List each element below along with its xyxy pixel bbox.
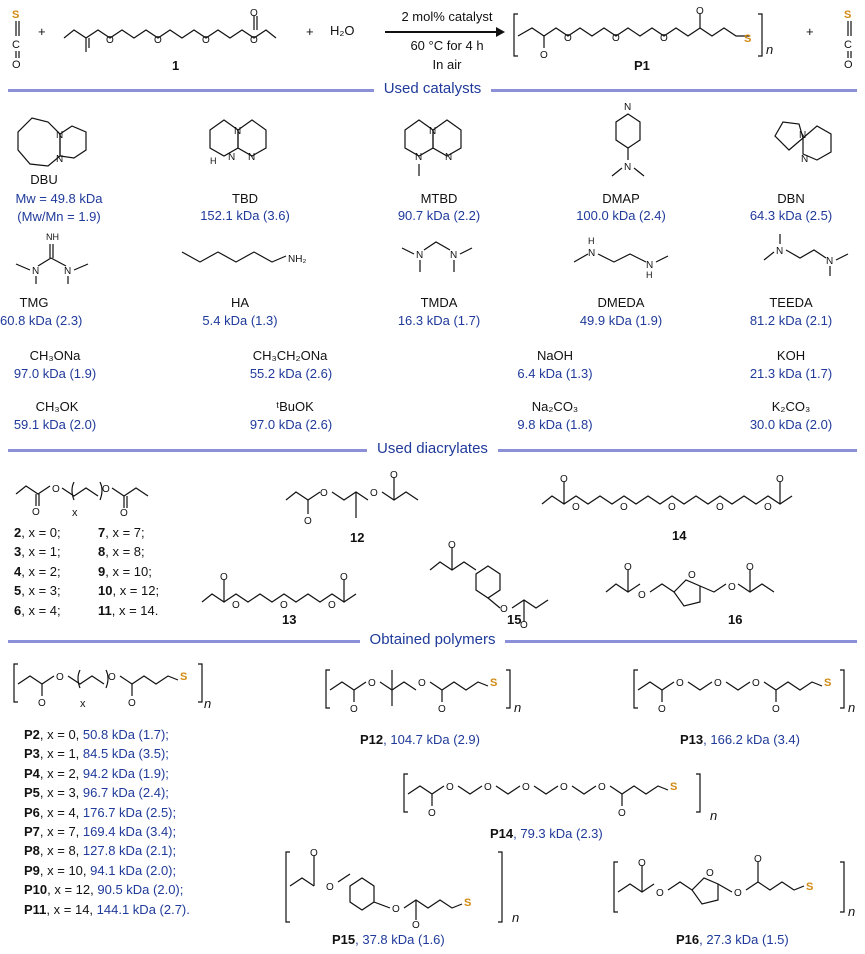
svg-text:N: N bbox=[450, 250, 458, 261]
dmeda-structure bbox=[570, 232, 690, 280]
svg-text:O: O bbox=[706, 868, 714, 879]
diacrylate-14-structure bbox=[540, 474, 810, 520]
catalyst-value: 97.0 kDa (1.9) bbox=[13, 366, 97, 381]
tmda-structure bbox=[396, 236, 486, 281]
condition-catalyst: 2 mol% catalyst bbox=[401, 9, 493, 24]
list-item: 5, x = 3; bbox=[14, 583, 61, 599]
svg-text:N: N bbox=[416, 250, 424, 261]
catalyst-name: MTBD bbox=[420, 191, 458, 206]
svg-text:O: O bbox=[390, 470, 398, 481]
x-subscript: x bbox=[80, 698, 86, 710]
catalyst-value: 16.3 kDa (1.7) bbox=[397, 313, 481, 328]
svg-text:O: O bbox=[572, 502, 580, 513]
list-item: 2, x = 0; bbox=[14, 525, 61, 540]
list-item: 6, x = 4; bbox=[14, 602, 61, 618]
svg-text:O: O bbox=[560, 782, 568, 793]
repeat-n: n bbox=[512, 910, 520, 925]
catalyst-value: 81.2 kDa (2.1) bbox=[749, 313, 833, 328]
catalyst-value: 9.8 kDa (1.8) bbox=[517, 417, 593, 432]
repeat-n: n bbox=[710, 808, 718, 823]
svg-text:O: O bbox=[32, 507, 40, 518]
svg-text:O: O bbox=[618, 808, 626, 819]
catalyst-value: 64.3 kDa (2.5) bbox=[749, 208, 833, 223]
svg-text:N: N bbox=[445, 152, 453, 163]
list-item: 9, x = 10; bbox=[98, 563, 152, 579]
svg-text:S: S bbox=[844, 9, 852, 21]
svg-text:O: O bbox=[310, 848, 318, 859]
svg-text:O: O bbox=[12, 59, 21, 71]
repeat-n: n bbox=[848, 904, 856, 919]
polymer-caption: P15, 37.8 kDa (1.6) bbox=[332, 932, 445, 947]
svg-text:O: O bbox=[522, 782, 530, 793]
svg-text:O: O bbox=[728, 582, 736, 593]
svg-text:S: S bbox=[744, 33, 752, 45]
list-item: P11, x = 14, 144.1 kDa (2.7). bbox=[24, 901, 190, 917]
section-title: Used catalysts bbox=[374, 80, 492, 97]
svg-text:O: O bbox=[598, 782, 606, 793]
svg-text:O: O bbox=[438, 704, 446, 715]
svg-text:O: O bbox=[668, 502, 676, 513]
repeat-n: n bbox=[766, 42, 774, 57]
list-item: P2, x = 0, 50.8 kDa (1.7); bbox=[24, 727, 169, 742]
svg-text:O: O bbox=[754, 854, 762, 865]
section-title: Used diacrylates bbox=[367, 440, 498, 457]
catalyst-value: 5.4 kDa (1.3) bbox=[202, 313, 278, 328]
diacrylate-12-structure bbox=[284, 470, 444, 528]
section-header-catalysts bbox=[8, 80, 857, 100]
svg-text:O: O bbox=[38, 698, 46, 709]
catalyst-name: CH₃CH₂ONa bbox=[252, 348, 328, 363]
svg-text:O: O bbox=[232, 600, 240, 611]
svg-text:O: O bbox=[752, 678, 760, 689]
svg-text:S: S bbox=[670, 781, 678, 793]
svg-text:N: N bbox=[646, 260, 654, 271]
svg-text:N: N bbox=[228, 152, 236, 163]
list-item: P5, x = 3, 96.7 kDa (2.4); bbox=[24, 785, 169, 801]
polymer-p15-structure bbox=[286, 846, 516, 931]
list-item: 11, x = 14. bbox=[98, 602, 159, 618]
svg-text:O: O bbox=[764, 502, 772, 513]
catalyst-name: HA bbox=[230, 295, 250, 310]
diacrylate-13-structure bbox=[200, 570, 380, 612]
list-item: P8, x = 8, 127.8 kDa (2.1); bbox=[24, 843, 177, 859]
svg-text:O: O bbox=[154, 35, 162, 46]
svg-text:N: N bbox=[234, 126, 242, 137]
diacrylate-list-right bbox=[98, 523, 159, 620]
svg-text:O: O bbox=[540, 50, 548, 61]
svg-text:O: O bbox=[250, 35, 258, 46]
catalyst-value: 97.0 kDa (2.6) bbox=[249, 417, 333, 432]
catalyst-value: 55.2 kDa (2.6) bbox=[249, 366, 333, 381]
svg-text:O: O bbox=[106, 35, 114, 46]
svg-text:O: O bbox=[102, 484, 110, 495]
svg-text:O: O bbox=[638, 858, 646, 869]
svg-text:O: O bbox=[660, 33, 668, 44]
compound-label: 16 bbox=[728, 612, 743, 627]
catalyst-name: ᵗBuOK bbox=[276, 399, 314, 414]
svg-text:O: O bbox=[328, 600, 336, 611]
polymer-p14-structure bbox=[404, 766, 714, 822]
diacrylate-16-structure bbox=[604, 562, 854, 618]
cos-structure-left bbox=[8, 6, 28, 71]
catalyst-value: (Mw/Mn = 1.9) bbox=[17, 209, 101, 224]
compound-label: 12 bbox=[350, 530, 365, 545]
catalyst-value: 100.0 kDa (2.4) bbox=[576, 208, 666, 223]
svg-text:O: O bbox=[392, 904, 400, 915]
reaction-arrow bbox=[385, 31, 503, 33]
svg-text:O: O bbox=[620, 502, 628, 513]
svg-text:O: O bbox=[412, 920, 420, 931]
svg-text:N: N bbox=[64, 266, 72, 277]
svg-text:O: O bbox=[676, 678, 684, 689]
svg-text:N: N bbox=[776, 246, 784, 257]
list-item: P6, x = 4, 176.7 kDa (2.5); bbox=[24, 804, 177, 820]
svg-text:O: O bbox=[280, 600, 288, 611]
catalyst-value: 21.3 kDa (1.7) bbox=[749, 366, 833, 381]
catalyst-name: TBD bbox=[232, 191, 258, 206]
svg-text:O: O bbox=[202, 35, 210, 46]
polymer-p12-structure bbox=[326, 662, 516, 718]
compound-label: 14 bbox=[672, 528, 687, 543]
catalyst-name: TEEDA bbox=[769, 295, 813, 310]
catalyst-name: KOH bbox=[776, 348, 806, 363]
svg-text:O: O bbox=[612, 33, 620, 44]
svg-text:O: O bbox=[560, 474, 568, 485]
svg-text:N: N bbox=[56, 154, 64, 165]
polymer-caption: P16, 27.3 kDa (1.5) bbox=[676, 932, 789, 947]
svg-text:O: O bbox=[714, 678, 722, 689]
plus-sign: + bbox=[38, 24, 46, 39]
svg-text:N: N bbox=[801, 154, 809, 165]
svg-text:O: O bbox=[624, 562, 632, 573]
svg-text:O: O bbox=[772, 704, 780, 715]
svg-text:O: O bbox=[428, 808, 436, 819]
dbu-structure bbox=[10, 108, 110, 173]
catalyst-name: TMDA bbox=[420, 295, 458, 310]
svg-text:O: O bbox=[340, 572, 348, 583]
list-item: 8, x = 8; bbox=[98, 544, 145, 560]
catalyst-value: 30.0 kDa (2.0) bbox=[749, 417, 833, 432]
list-item: P7, x = 7, 169.4 kDa (3.4); bbox=[24, 823, 177, 839]
catalyst-value: 152.1 kDa (3.6) bbox=[200, 208, 290, 223]
polymer-p2-p11-structure bbox=[14, 656, 214, 712]
catalyst-name: CH₃ONa bbox=[29, 348, 81, 363]
svg-text:O: O bbox=[120, 508, 128, 519]
x-subscript: x bbox=[72, 507, 78, 519]
svg-text:O: O bbox=[108, 672, 116, 683]
list-item: 3, x = 1; bbox=[14, 544, 61, 560]
svg-text:NH: NH bbox=[46, 232, 59, 242]
catalyst-name: TMG bbox=[19, 295, 49, 310]
compound-label: 15 bbox=[507, 612, 522, 627]
teeda-structure bbox=[760, 232, 860, 287]
mtbd-structure bbox=[395, 112, 485, 182]
catalyst-name: CH₃OK bbox=[35, 399, 79, 414]
polymer-caption: P13, 166.2 kDa (3.4) bbox=[680, 732, 800, 747]
svg-text:N: N bbox=[248, 152, 256, 163]
polymer-list bbox=[24, 725, 190, 919]
svg-text:O: O bbox=[688, 570, 696, 581]
catalyst-name: DBN bbox=[777, 191, 805, 206]
svg-text:H: H bbox=[210, 156, 217, 166]
catalyst-name: Na₂CO₃ bbox=[531, 399, 579, 414]
plus-sign: + bbox=[306, 24, 314, 39]
svg-text:O: O bbox=[638, 590, 646, 601]
svg-text:O: O bbox=[656, 888, 664, 899]
dbn-structure bbox=[765, 112, 855, 172]
svg-text:O: O bbox=[326, 882, 334, 893]
svg-text:H: H bbox=[588, 236, 595, 246]
svg-text:O: O bbox=[746, 562, 754, 573]
catalyst-value: 49.9 kDa (1.9) bbox=[579, 313, 663, 328]
section-title: Obtained polymers bbox=[360, 631, 506, 648]
svg-text:O: O bbox=[418, 678, 426, 689]
svg-text:O: O bbox=[350, 704, 358, 715]
svg-text:S: S bbox=[490, 677, 498, 689]
svg-text:O: O bbox=[520, 620, 528, 631]
svg-text:O: O bbox=[220, 572, 228, 583]
catalyst-name: DMEDA bbox=[597, 295, 645, 310]
cos-structure-right bbox=[840, 6, 860, 71]
svg-text:N: N bbox=[32, 266, 40, 277]
svg-text:C: C bbox=[844, 39, 852, 51]
polymer-p1-structure bbox=[514, 6, 764, 62]
list-item: P9, x = 10, 94.1 kDa (2.0); bbox=[24, 862, 177, 878]
svg-text:N: N bbox=[588, 248, 596, 259]
svg-text:O: O bbox=[716, 502, 724, 513]
svg-text:H: H bbox=[646, 270, 653, 280]
dmap-structure bbox=[600, 100, 660, 185]
svg-text:O: O bbox=[484, 782, 492, 793]
svg-text:NH₂: NH₂ bbox=[288, 254, 307, 265]
svg-text:O: O bbox=[304, 516, 312, 527]
repeat-n: n bbox=[204, 696, 212, 711]
svg-text:N: N bbox=[799, 130, 807, 141]
section-header-polymers bbox=[8, 631, 857, 651]
diacrylate-2-11-structure bbox=[14, 468, 164, 519]
condition-air: In air bbox=[432, 57, 462, 72]
svg-text:S: S bbox=[824, 677, 832, 689]
svg-text:N: N bbox=[415, 152, 423, 163]
catalyst-name: DBU bbox=[30, 172, 58, 187]
diacrylate-list-left bbox=[14, 523, 61, 620]
catalyst-value: 59.1 kDa (2.0) bbox=[13, 417, 97, 432]
condition-temp: 60 °C for 4 h bbox=[410, 38, 484, 53]
tbd-structure bbox=[200, 112, 290, 172]
diacrylate-1-structure bbox=[62, 8, 302, 53]
svg-text:O: O bbox=[776, 474, 784, 485]
svg-text:C: C bbox=[12, 39, 20, 51]
monomer-label: 1 bbox=[172, 58, 180, 73]
list-item: 7, x = 7; bbox=[98, 525, 145, 540]
svg-text:N: N bbox=[624, 162, 632, 173]
svg-text:S: S bbox=[180, 671, 188, 683]
ha-structure bbox=[180, 246, 320, 271]
catalyst-value: 60.8 kDa (2.3) bbox=[0, 313, 83, 328]
catalyst-name: NaOH bbox=[536, 348, 574, 363]
svg-text:O: O bbox=[696, 6, 704, 17]
product-label: P1 bbox=[634, 58, 650, 73]
list-item: 4, x = 2; bbox=[14, 563, 61, 579]
catalyst-name: DMAP bbox=[602, 191, 640, 206]
polymer-p13-structure bbox=[634, 662, 854, 718]
svg-text:O: O bbox=[564, 33, 572, 44]
svg-text:O: O bbox=[448, 540, 456, 551]
svg-text:N: N bbox=[56, 130, 64, 141]
repeat-n: n bbox=[514, 700, 522, 715]
catalyst-value: 6.4 kDa (1.3) bbox=[517, 366, 593, 381]
svg-text:O: O bbox=[368, 678, 376, 689]
catalyst-value: Mw = 49.8 kDa bbox=[15, 191, 103, 206]
polymer-caption: P14, 79.3 kDa (2.3) bbox=[490, 826, 603, 841]
svg-text:N: N bbox=[429, 126, 437, 137]
svg-text:O: O bbox=[56, 672, 64, 683]
svg-text:O: O bbox=[446, 782, 454, 793]
list-item: P4, x = 2, 94.2 kDa (1.9); bbox=[24, 765, 169, 781]
svg-text:O: O bbox=[250, 8, 258, 19]
svg-text:O: O bbox=[844, 59, 853, 71]
water-label: H₂O bbox=[330, 23, 355, 38]
svg-text:O: O bbox=[320, 488, 328, 499]
list-item: P3, x = 1, 84.5 kDa (3.5); bbox=[24, 746, 169, 762]
repeat-n: n bbox=[848, 700, 856, 715]
tmg-structure bbox=[10, 230, 110, 285]
svg-text:O: O bbox=[128, 698, 136, 709]
svg-text:N: N bbox=[624, 102, 632, 113]
svg-text:O: O bbox=[52, 484, 60, 495]
catalyst-value: 90.7 kDa (2.2) bbox=[397, 208, 481, 223]
svg-text:N: N bbox=[826, 256, 834, 267]
svg-text:O: O bbox=[658, 704, 666, 715]
catalyst-name: K₂CO₃ bbox=[771, 399, 811, 414]
list-item: 10, x = 12; bbox=[98, 583, 160, 599]
section-header-diacrylates bbox=[8, 440, 857, 460]
svg-text:O: O bbox=[734, 888, 742, 899]
list-item: P10, x = 12, 90.5 kDa (2.0); bbox=[24, 882, 184, 898]
svg-text:S: S bbox=[12, 9, 20, 21]
svg-text:S: S bbox=[464, 897, 472, 909]
compound-label: 13 bbox=[282, 612, 297, 627]
svg-text:O: O bbox=[500, 604, 508, 615]
arrow-head-icon bbox=[496, 27, 505, 37]
polymer-p16-structure bbox=[614, 856, 864, 920]
svg-text:O: O bbox=[370, 488, 378, 499]
polymer-caption: P12, 104.7 kDa (2.9) bbox=[360, 732, 480, 747]
plus-sign: + bbox=[806, 24, 814, 39]
svg-text:S: S bbox=[806, 881, 814, 893]
